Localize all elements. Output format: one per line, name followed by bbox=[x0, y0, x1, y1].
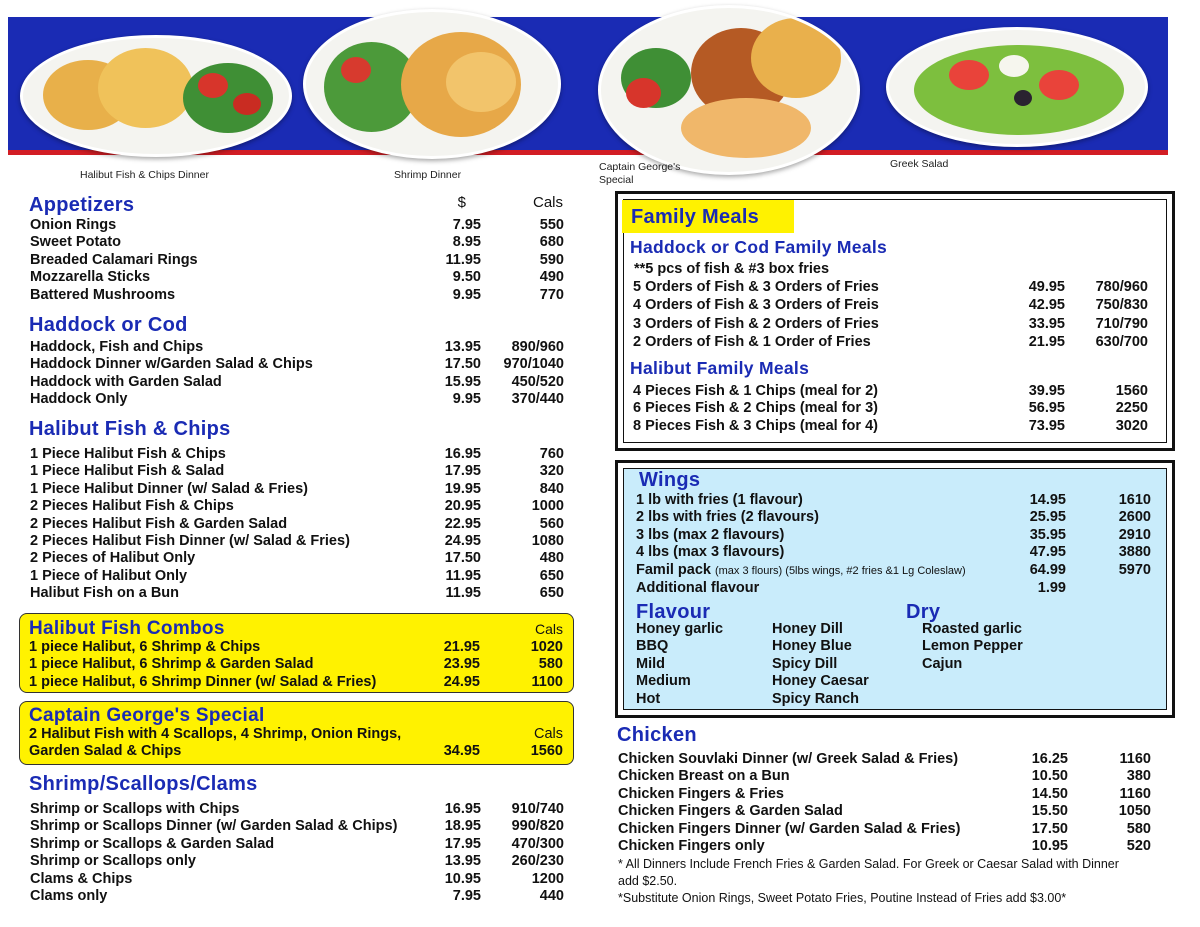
menu-row bbox=[618, 838, 1151, 855]
menu-row bbox=[30, 446, 565, 463]
haddock-title: Haddock or Cod bbox=[29, 314, 188, 336]
item-cals: 710/790 bbox=[1095, 315, 1148, 332]
item-name: 1 Piece Halibut Fish & Chips bbox=[30, 446, 226, 462]
item-price: 13.95 bbox=[444, 853, 481, 870]
menu-row bbox=[30, 550, 565, 567]
menu-row bbox=[30, 356, 565, 373]
item-price: 17.50 bbox=[1031, 820, 1068, 837]
item-price: 18.95 bbox=[444, 818, 481, 835]
item-cals: 550 bbox=[539, 217, 564, 233]
item-price: 9.95 bbox=[452, 286, 481, 303]
item-cals: 490 bbox=[539, 269, 564, 286]
item-cals: 370/440 bbox=[511, 391, 564, 408]
item-cals: 650 bbox=[539, 567, 564, 584]
family-halibut-title: Halibut Family Meals bbox=[630, 358, 810, 378]
family-haddock-note bbox=[634, 261, 1154, 278]
item-cals: 1160 bbox=[1119, 751, 1151, 767]
item-cals: 3020 bbox=[1115, 417, 1148, 434]
item-cals: 260/230 bbox=[511, 853, 564, 870]
item-price: 10.50 bbox=[1031, 768, 1068, 785]
family-haddock-title: Haddock or Cod Family Meals bbox=[630, 237, 888, 257]
item-price: 49.95 bbox=[1028, 279, 1065, 295]
menu-row bbox=[636, 544, 1156, 561]
item-cals: 750/830 bbox=[1095, 297, 1148, 314]
item-price: 17.50 bbox=[444, 550, 481, 567]
menu-row bbox=[618, 803, 1151, 820]
banner-caption-captain-1: Captain George's bbox=[599, 161, 681, 173]
special-cals-header: Cals bbox=[533, 726, 563, 742]
wings-additional-name: Additional flavour bbox=[636, 580, 760, 596]
flavour-item: Honey Blue bbox=[772, 638, 852, 655]
item-name: 1 lb with fries (1 flavour) bbox=[636, 492, 803, 508]
flavour-item: BBQ bbox=[636, 638, 669, 655]
menu-row bbox=[30, 888, 565, 905]
halibut-title: Halibut Fish & Chips bbox=[29, 418, 231, 440]
family-title: Family Meals bbox=[631, 206, 760, 228]
menu-row bbox=[633, 279, 1153, 296]
item-name: Haddock, Fish and Chips bbox=[30, 339, 204, 355]
flavour-item: Hot bbox=[636, 690, 661, 707]
item-price: 17.95 bbox=[444, 463, 481, 480]
item-cals: 590 bbox=[539, 251, 564, 268]
item-cals: 1080 bbox=[531, 533, 564, 549]
item-name: 2 Pieces Halibut Fish & Garden Salad bbox=[30, 515, 288, 532]
item-cals: 1160 bbox=[1119, 785, 1151, 802]
menu-row bbox=[29, 674, 564, 691]
menu-row bbox=[30, 269, 565, 286]
special-title: Captain George's Special bbox=[29, 705, 265, 726]
menu-row bbox=[30, 533, 565, 550]
menu-row bbox=[636, 527, 1156, 544]
item-name: 1 Piece Halibut Fish & Salad bbox=[30, 463, 225, 480]
item-name: Shrimp or Scallops & Garden Salad bbox=[30, 835, 275, 852]
flavour-item: Cajun bbox=[922, 655, 963, 672]
item-name: Mozzarella Sticks bbox=[30, 269, 151, 286]
shrimp-title: Shrimp/Scallops/Clams bbox=[29, 773, 258, 795]
menu-row bbox=[633, 297, 1153, 314]
item-name: Chicken Fingers & Garden Salad bbox=[618, 803, 843, 820]
menu-row bbox=[633, 316, 1153, 333]
item-cals: 480 bbox=[539, 550, 564, 567]
item-price: 8.95 bbox=[452, 234, 481, 251]
item-price: 25.95 bbox=[1029, 509, 1066, 526]
item-price: 39.95 bbox=[1028, 383, 1065, 399]
item-name: Haddock Dinner w/Garden Salad & Chips bbox=[30, 356, 313, 373]
item-name: 5 Orders of Fish & 3 Orders of Fries bbox=[633, 279, 879, 295]
item-price: 56.95 bbox=[1028, 400, 1065, 417]
menu-row bbox=[29, 639, 564, 656]
flavour-item: Medium bbox=[636, 673, 691, 690]
menu-row bbox=[30, 836, 565, 853]
item-price: 21.95 bbox=[443, 639, 480, 655]
item-name: Shrimp or Scallops Dinner (w/ Garden Salad & Chips) bbox=[30, 818, 398, 835]
item-name: 3 lbs (max 2 flavours) bbox=[636, 526, 785, 543]
item-name: 2 lbs with fries (2 flavours) bbox=[636, 509, 819, 526]
flavour-item: Honey Caesar bbox=[772, 673, 869, 690]
item-cals: 1100 bbox=[531, 673, 563, 690]
wings-additional-flavour bbox=[636, 580, 1156, 597]
item-cals: 1560 bbox=[1115, 383, 1148, 399]
menu-row bbox=[633, 334, 1153, 351]
menu-row bbox=[618, 785, 1151, 803]
item-name: Haddock Only bbox=[30, 391, 128, 408]
item-cals: 560 bbox=[539, 515, 564, 532]
item-price: 73.95 bbox=[1028, 417, 1065, 434]
flavour-item: Lemon Pepper bbox=[922, 638, 1023, 655]
menu-row bbox=[633, 400, 1153, 417]
item-cals: 970/1040 bbox=[503, 356, 564, 373]
item-name: 1 piece Halibut, 6 Shrimp & Garden Salad bbox=[29, 656, 314, 673]
item-cals: 990/820 bbox=[511, 818, 564, 835]
banner-caption-greek: Greek Salad bbox=[890, 158, 949, 170]
banner-caption-halibut: Halibut Fish & Chips Dinner bbox=[80, 169, 209, 181]
item-cals: 910/740 bbox=[511, 801, 564, 817]
item-name: 2 Pieces Halibut Fish & Chips bbox=[30, 498, 234, 515]
menu-row bbox=[30, 481, 565, 498]
item-name: Chicken Breast on a Bun bbox=[618, 768, 790, 785]
item-name: 2 Pieces of Halibut Only bbox=[30, 550, 196, 567]
special-line-1 bbox=[29, 726, 564, 743]
item-cals: 2600 bbox=[1118, 509, 1151, 526]
item-price: 22.95 bbox=[444, 515, 481, 532]
item-price: 7.95 bbox=[452, 217, 481, 233]
item-cals: 580 bbox=[1126, 820, 1151, 837]
wings-family-pack-detail: (max 3 flours) (5lbs wings, #2 fries &1 Lg Coleslaw) bbox=[714, 565, 966, 577]
menu-row bbox=[30, 568, 565, 585]
item-cals: 650 bbox=[539, 585, 564, 602]
item-cals: 2250 bbox=[1115, 400, 1148, 417]
item-name: 2 Orders of Fish & 1 Order of Fries bbox=[633, 333, 871, 350]
item-name: Breaded Calamari Rings bbox=[30, 251, 198, 268]
item-name: 1 piece Halibut, 6 Shrimp & Chips bbox=[29, 639, 261, 655]
shrimp-dinner-photo bbox=[303, 9, 561, 159]
item-name: Haddock with Garden Salad bbox=[30, 373, 222, 390]
wings-title: Wings bbox=[639, 469, 701, 491]
item-price: 19.95 bbox=[444, 480, 481, 497]
captain-georges-special-photo bbox=[598, 5, 860, 175]
menu-row bbox=[30, 853, 565, 870]
item-price: 16.95 bbox=[444, 446, 481, 462]
item-price: 13.95 bbox=[444, 339, 481, 355]
wings-family-pack-label bbox=[636, 562, 966, 580]
item-price: 15.50 bbox=[1031, 803, 1068, 820]
item-price: 11.95 bbox=[445, 585, 481, 602]
banner-caption-shrimp: Shrimp Dinner bbox=[394, 169, 462, 181]
item-name: Shrimp or Scallops only bbox=[30, 853, 196, 870]
item-cals: 890/960 bbox=[511, 339, 564, 355]
item-price: 17.50 bbox=[444, 356, 481, 373]
price-header: $ bbox=[457, 194, 466, 211]
dry-title: Dry bbox=[906, 601, 941, 623]
item-name: 8 Pieces Fish & 3 Chips (meal for 4) bbox=[633, 417, 878, 434]
item-name: 1 Piece Halibut Dinner (w/ Salad & Fries) bbox=[30, 480, 308, 497]
menu-row bbox=[636, 492, 1156, 509]
menu-row bbox=[30, 516, 565, 533]
item-price: 10.95 bbox=[1031, 838, 1068, 854]
item-cals: 380 bbox=[1126, 768, 1151, 785]
menu-row bbox=[633, 383, 1153, 400]
item-cals: 840 bbox=[539, 480, 564, 497]
item-name: Battered Mushrooms bbox=[30, 286, 176, 303]
menu-row bbox=[29, 656, 564, 673]
special-line-2-text: Garden Salad & Chips bbox=[29, 743, 182, 759]
flavour-item: Mild bbox=[636, 655, 665, 672]
item-name: 2 Pieces Halibut Fish Dinner (w/ Salad & Fries) bbox=[30, 533, 350, 549]
item-price: 9.95 bbox=[452, 391, 481, 408]
cals-header: Cals bbox=[532, 194, 563, 211]
halibut-dinner-photo bbox=[20, 35, 292, 157]
menu-row bbox=[618, 768, 1151, 785]
item-cals: 760 bbox=[539, 446, 564, 462]
menu-row bbox=[30, 585, 565, 602]
combos-cals-header: Cals bbox=[534, 621, 563, 637]
menu-row bbox=[30, 374, 565, 391]
menu-row bbox=[30, 801, 565, 818]
family-haddock-note-text: **5 pcs of fish & #3 box fries bbox=[634, 261, 830, 277]
item-cals: 1610 bbox=[1118, 492, 1151, 508]
menu-row bbox=[618, 751, 1151, 768]
item-name: Clams only bbox=[30, 888, 108, 904]
menu-row bbox=[618, 820, 1151, 838]
item-name: Chicken Souvlaki Dinner (w/ Greek Salad & Fries) bbox=[618, 751, 959, 767]
item-name: 4 Orders of Fish & 3 Orders of Freis bbox=[633, 297, 879, 314]
special-line-2 bbox=[29, 743, 564, 760]
item-price: 35.95 bbox=[1029, 526, 1066, 543]
item-price: 24.95 bbox=[444, 533, 481, 549]
menu-row bbox=[30, 217, 565, 234]
item-name: Shrimp or Scallops with Chips bbox=[30, 801, 240, 817]
item-price: 14.95 bbox=[1029, 492, 1066, 508]
item-cals: 1200 bbox=[531, 870, 564, 887]
item-name: Halibut Fish on a Bun bbox=[30, 585, 180, 602]
item-cals: 440 bbox=[539, 888, 564, 904]
item-price: 24.95 bbox=[443, 673, 480, 690]
greek-salad-photo bbox=[886, 27, 1148, 147]
menu-row bbox=[636, 509, 1156, 526]
special-cals: 1560 bbox=[530, 743, 563, 759]
item-price: 11.95 bbox=[445, 251, 481, 268]
item-cals: 630/700 bbox=[1095, 333, 1148, 350]
item-name: Chicken Fingers Dinner (w/ Garden Salad & Fries) bbox=[618, 820, 961, 837]
item-name: Chicken Fingers & Fries bbox=[618, 785, 784, 802]
menu-row bbox=[30, 871, 565, 888]
item-name: 3 Orders of Fish & 2 Orders of Fries bbox=[633, 315, 879, 332]
banner-caption-captain-2: Special bbox=[599, 174, 634, 186]
chicken-note-3: *Substitute Onion Rings, Sweet Potato Fries, Poutine Instead of Fries add $3.00* bbox=[618, 891, 1067, 905]
menu-row bbox=[30, 287, 565, 304]
flavour-title: Flavour bbox=[636, 601, 711, 623]
item-cals: 470/300 bbox=[511, 835, 564, 852]
menu-row bbox=[30, 498, 565, 515]
chicken-title: Chicken bbox=[617, 724, 697, 746]
chicken-note-2: add $2.50. bbox=[618, 874, 678, 888]
menu-row bbox=[30, 339, 565, 356]
item-price: 42.95 bbox=[1028, 297, 1065, 314]
item-cals: 2910 bbox=[1118, 526, 1151, 543]
item-price: 7.95 bbox=[452, 888, 481, 904]
wings-additional-price: 1.99 bbox=[1037, 580, 1066, 596]
flavour-item: Spicy Ranch bbox=[772, 690, 860, 707]
special-line-1-text: 2 Halibut Fish with 4 Scallops, 4 Shrimp, Onion Rings, bbox=[29, 726, 402, 742]
item-cals: 1020 bbox=[530, 639, 563, 655]
item-cals: 770 bbox=[539, 286, 564, 303]
item-name: 1 Piece of Halibut Only bbox=[30, 567, 188, 584]
item-price: 11.95 bbox=[445, 567, 481, 584]
item-cals: 450/520 bbox=[511, 373, 564, 390]
item-name: 1 piece Halibut, 6 Shrimp Dinner (w/ Salad & Fries) bbox=[29, 673, 377, 690]
item-cals: 520 bbox=[1126, 838, 1151, 854]
item-cals: 580 bbox=[538, 656, 563, 673]
flavour-item: Honey garlic bbox=[636, 621, 724, 637]
appetizers-title: Appetizers bbox=[29, 194, 135, 216]
item-name: Sweet Potato bbox=[30, 234, 122, 251]
item-price: 20.95 bbox=[444, 498, 481, 515]
item-cals: 780/960 bbox=[1095, 279, 1148, 295]
item-name: 6 Pieces Fish & 2 Chips (meal for 3) bbox=[633, 400, 878, 417]
item-price: 14.50 bbox=[1031, 785, 1068, 802]
item-price: 16.95 bbox=[444, 801, 481, 817]
item-price: 23.95 bbox=[443, 656, 480, 673]
item-name: Onion Rings bbox=[30, 217, 117, 233]
menu-row bbox=[30, 463, 565, 480]
flavour-item: Honey Dill bbox=[772, 621, 843, 637]
item-name: 4 lbs (max 3 flavours) bbox=[636, 544, 785, 561]
combos-title: Halibut Fish Combos bbox=[29, 618, 225, 639]
item-cals: 1000 bbox=[531, 498, 564, 515]
special-price: 34.95 bbox=[443, 743, 480, 759]
item-price: 33.95 bbox=[1028, 315, 1065, 332]
food-banner bbox=[8, 17, 1168, 155]
item-cals: 320 bbox=[539, 463, 564, 480]
item-price: 17.95 bbox=[444, 835, 481, 852]
wings-family-pack-price: 64.99 bbox=[1029, 562, 1066, 578]
wings-family-pack-cals: 5970 bbox=[1118, 562, 1151, 578]
menu-row bbox=[633, 418, 1153, 435]
menu-row bbox=[30, 818, 565, 835]
item-name: Clams & Chips bbox=[30, 870, 133, 887]
wings-family-pack-name: Famil pack bbox=[636, 562, 711, 578]
item-price: 9.50 bbox=[452, 269, 481, 286]
chicken-note-1: * All Dinners Include French Fries & Garden Salad. For Greek or Caesar Salad with Dinner bbox=[618, 857, 1119, 871]
item-price: 15.95 bbox=[444, 373, 481, 390]
item-price: 10.95 bbox=[444, 870, 481, 887]
flavour-item: Roasted garlic bbox=[922, 621, 1022, 637]
wings-family-pack bbox=[636, 562, 1156, 579]
item-price: 21.95 bbox=[1028, 333, 1065, 350]
menu-row bbox=[30, 252, 565, 269]
item-price: 16.25 bbox=[1031, 751, 1068, 767]
item-cals: 3880 bbox=[1118, 544, 1151, 561]
item-cals: 1050 bbox=[1118, 803, 1151, 820]
item-price: 47.95 bbox=[1029, 544, 1066, 561]
item-cals: 680 bbox=[539, 234, 564, 251]
menu-row bbox=[30, 391, 565, 408]
flavour-item: Spicy Dill bbox=[772, 655, 838, 672]
item-name: Chicken Fingers only bbox=[618, 838, 765, 854]
menu-row bbox=[30, 234, 565, 251]
item-name: 4 Pieces Fish & 1 Chips (meal for 2) bbox=[633, 383, 878, 399]
